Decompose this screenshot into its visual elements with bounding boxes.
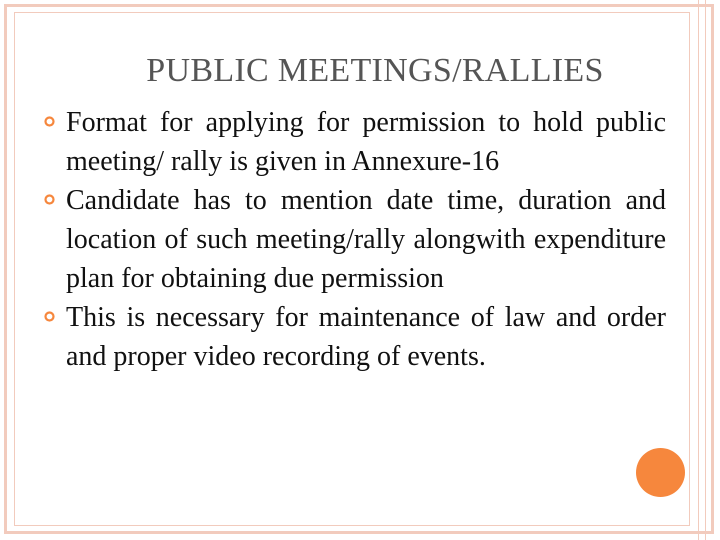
bullet-text: Candidate has to mention date time, duration and location of such meeting/rally alongwith expenditure plan for obtaining due permission (66, 185, 666, 294)
bullet-icon (44, 116, 55, 127)
bullet-item (44, 181, 666, 298)
bullet-text: Format for applying for permission to hold public meeting/ rally is given in Annexure-16 (66, 107, 666, 177)
bullet-item (44, 298, 666, 376)
slide-title: PUBLIC MEETINGS/RALLIES (146, 52, 604, 89)
bullet-list (44, 103, 666, 376)
bullet-icon (44, 194, 55, 205)
decorative-orange-circle (636, 448, 685, 497)
bullet-text: This is necessary for maintenance of law and order and proper video recording of events. (66, 302, 666, 372)
bullet-icon (44, 311, 55, 322)
bullet-item (44, 103, 666, 181)
